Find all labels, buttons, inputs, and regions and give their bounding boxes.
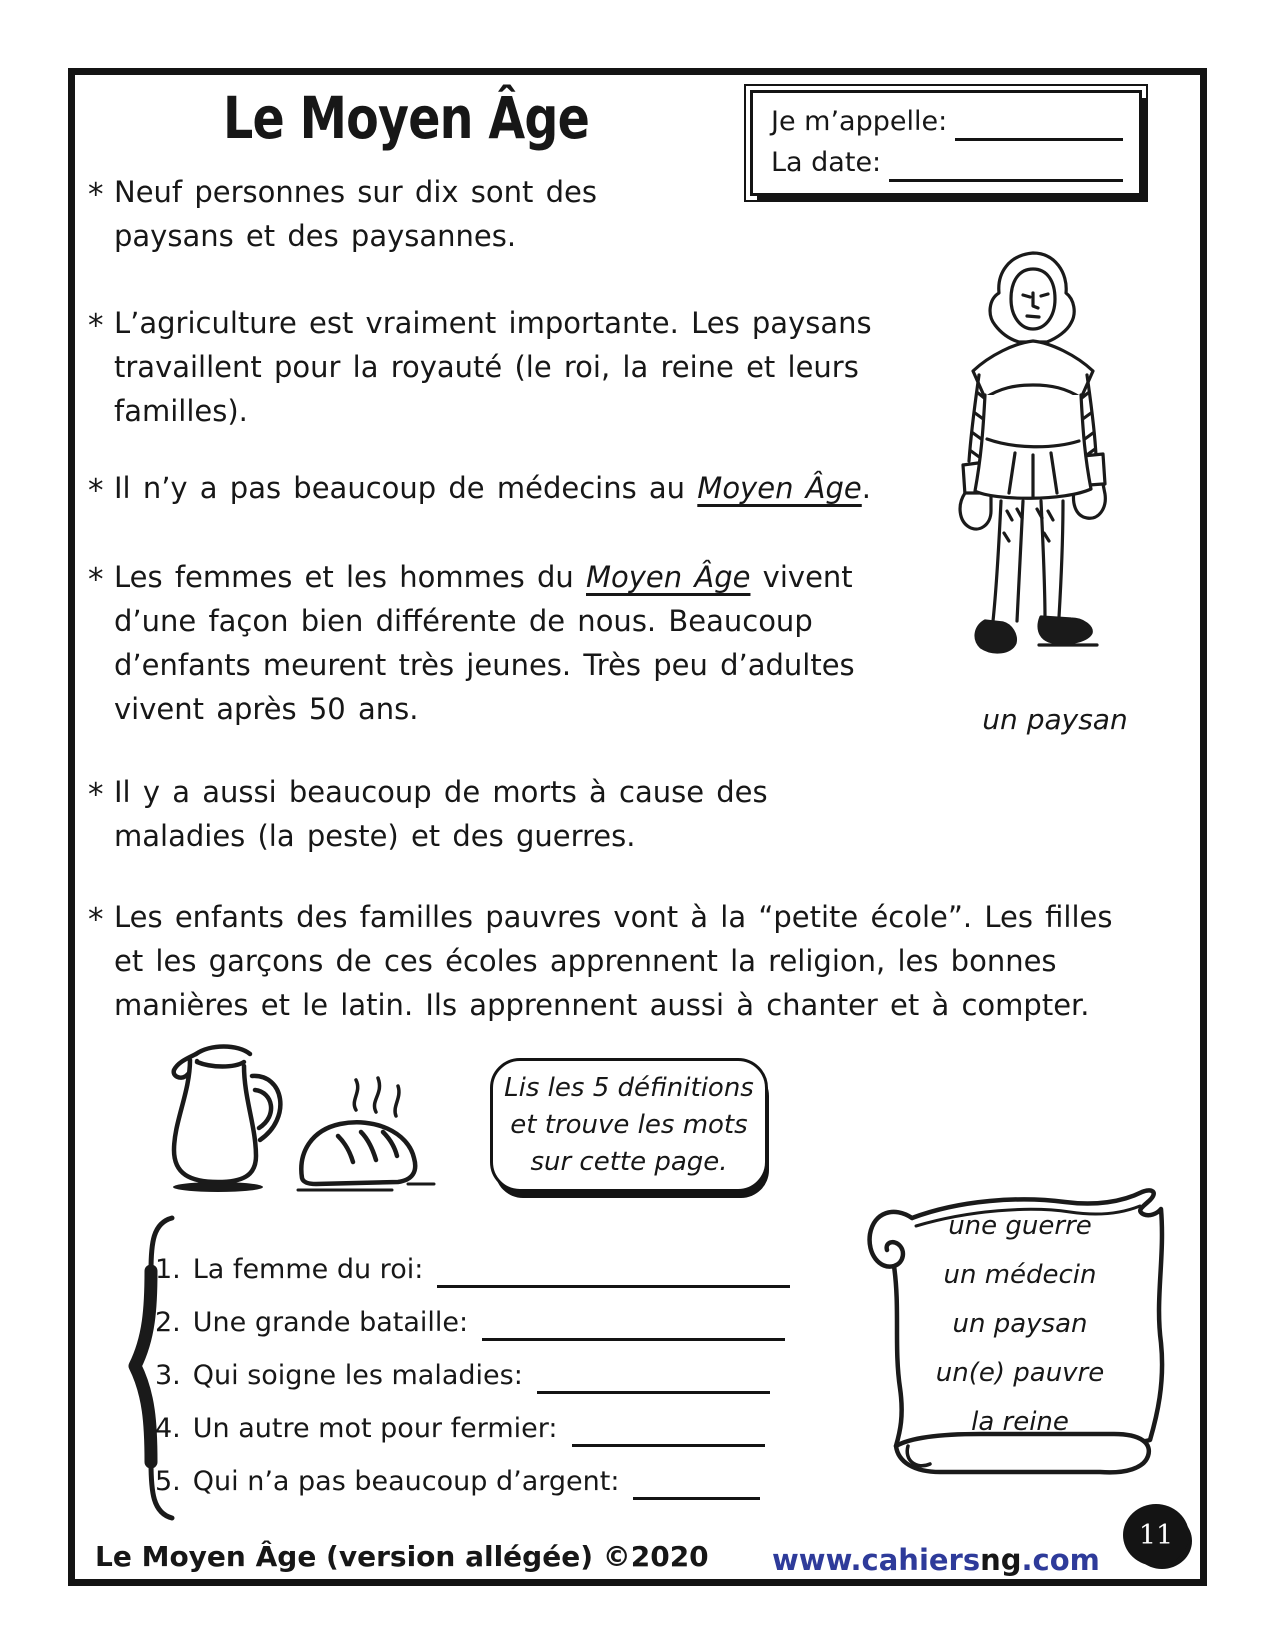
answer-blank[interactable]	[537, 1363, 770, 1394]
name-label: Je m’appelle:	[771, 105, 948, 137]
question-row	[155, 1358, 770, 1394]
bullet-item: * Neuf personnes sur dix sont des paysans et des paysannes.	[88, 175, 597, 253]
url-suffix: .com	[1021, 1543, 1100, 1577]
question-label: Qui n’a pas beaucoup d’argent:	[192, 1466, 620, 1497]
bullet-marker: *	[88, 308, 104, 344]
name-date-box	[750, 90, 1142, 196]
question-number: 4.	[155, 1413, 181, 1444]
instruction-line: sur cette page.	[530, 1146, 728, 1177]
question-number: 1.	[155, 1254, 181, 1285]
question-number: 2.	[155, 1307, 181, 1338]
question-number: 5.	[155, 1466, 181, 1497]
question-label: Une grande bataille:	[192, 1307, 469, 1338]
bullet-marker: *	[88, 777, 104, 813]
url-ng: ng	[980, 1543, 1022, 1577]
bullet-item: * Il y a aussi beaucoup de morts à cause des maladies (la peste) et des guerres.	[88, 775, 768, 853]
url-prefix: www.cahiers	[772, 1543, 981, 1577]
page-title: Le Moyen Âge	[223, 84, 590, 152]
answer-blank[interactable]	[482, 1310, 785, 1341]
word-bank	[895, 1202, 1145, 1447]
question-label: La femme du roi:	[192, 1254, 424, 1285]
website-link[interactable]	[772, 1543, 1100, 1577]
date-input-line[interactable]	[889, 149, 1123, 182]
peasant-illustration	[945, 243, 1120, 683]
bullet-item: * Les enfants des familles pauvres vont à la “petite école”. Les filles et les garçons de ces écoles apprennent la religion, les bonnes manières et le latin. Ils apprennent aussi à chanter et à compter.	[88, 900, 1113, 1022]
bullet-item: * Il n’y a pas beaucoup de médecins au Moyen Âge.	[88, 466, 871, 510]
question-label: Un autre mot pour fermier:	[192, 1413, 558, 1444]
bullet-marker: *	[88, 562, 104, 598]
answer-blank[interactable]	[633, 1469, 760, 1500]
word-bank-item: une guerre	[948, 1211, 1092, 1241]
instruction-line: Lis les 5 définitions	[504, 1072, 754, 1103]
instruction-bubble	[490, 1058, 768, 1192]
jug-bread-illustration	[160, 1032, 440, 1197]
answer-blank[interactable]	[437, 1257, 790, 1288]
word-bank-item: un(e) pauvre	[935, 1358, 1105, 1388]
page-number-badge	[1123, 1504, 1189, 1566]
question-label: Qui soigne les maladies:	[192, 1360, 523, 1391]
question-row	[155, 1305, 785, 1341]
bullet-item: * Les femmes et les hommes du Moyen Âge vivent d’une façon bien différente de nous. Beaucoup d’enfants meurent très jeunes. Très peu d’adultes vivent après 50 ans.	[88, 560, 855, 726]
date-label: La date:	[771, 146, 882, 178]
name-row	[771, 103, 1123, 141]
answer-blank[interactable]	[572, 1416, 766, 1447]
question-row	[155, 1411, 765, 1447]
peasant-caption: un paysan	[982, 703, 1128, 736]
question-row	[155, 1252, 790, 1288]
question-number: 3.	[155, 1360, 181, 1391]
word-bank-item: la reine	[971, 1407, 1069, 1437]
question-row	[155, 1464, 760, 1500]
bullet-marker: *	[88, 473, 104, 509]
instruction-line: et trouve les mots	[510, 1109, 748, 1140]
name-input-line[interactable]	[955, 108, 1123, 141]
date-row	[771, 144, 1123, 182]
page-number: 11	[1138, 1519, 1174, 1551]
footer-title: Le Moyen Âge (version allégée) ©2020	[95, 1540, 709, 1573]
bullet-item: * L’agriculture est vraiment importante. Les paysans travaillent pour la royauté (le roi, la reine et leurs familles).	[88, 306, 872, 428]
bullet-marker: *	[88, 177, 104, 213]
word-bank-item: un médecin	[943, 1260, 1097, 1290]
bullet-marker: *	[88, 902, 104, 938]
word-bank-item: un paysan	[952, 1309, 1088, 1339]
